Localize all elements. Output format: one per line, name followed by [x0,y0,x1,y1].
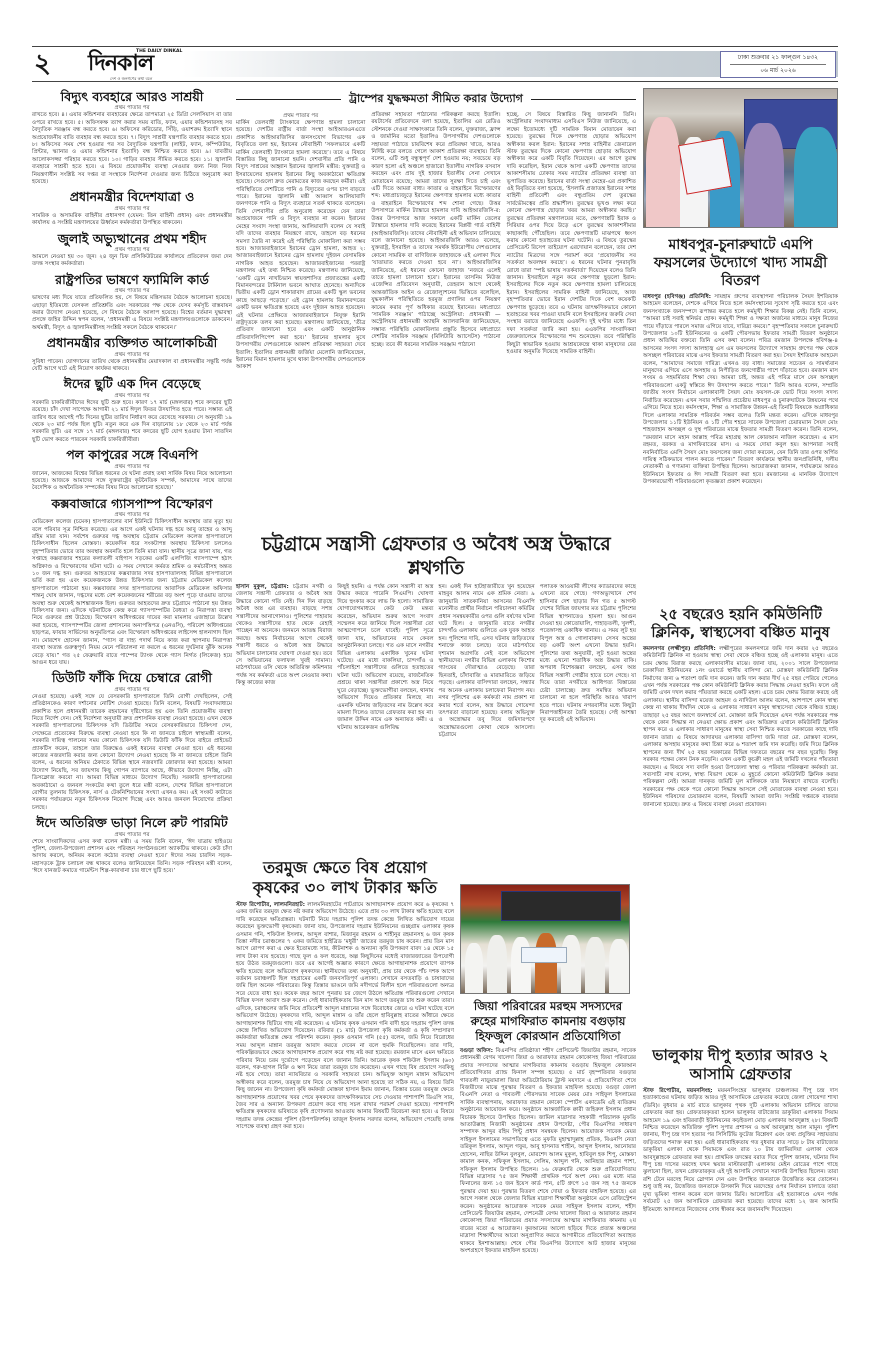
article-col-1 [236,112,365,372]
byline: হাসান মুকুল, চট্টগ্রাম: [236,584,289,590]
article-body [643,1088,838,1214]
continued-label: প্রথম পাতার পর [283,113,319,119]
photo-figure [794,127,838,227]
byline: স্টাফ রিপোর্টার, লালমনিরহাট: [236,902,305,908]
article-hifz-competition [460,884,636,1255]
article-headline[interactable]: ২৫ বছরেও হয়নি কমিউনিটি ক্লিনিক, স্বাস্থ্যসেবা বঞ্চিত মানুষ [651,607,830,641]
date-box [720,51,836,78]
date-gregorian: ০৬ মার্চ ২০২৬ [760,67,796,74]
continued-label: প্রথম পাতার পর [114,686,150,693]
article-body [460,1048,636,1255]
article-body: সামরিক ও অসামরিক বাহিনীর প্রধানগণ (যেমন: তিন বাহিনী প্রধান) এবং প্রধানমন্ত্রীর কার্যালয় ও সংশ্লিষ্ট মন্ত্রণালয়ের ঊর্ধ্বতন কর্মকর্তারা উপস্থিত থাকবেন। [32,212,232,227]
continued-label: প্রথম পাতার পর [114,512,150,519]
article-food-distribution [643,88,838,487]
section-title [236,90,636,109]
logo-tagline: দেশ ও জনগণের কথা বলে [110,76,153,81]
continued-label: প্রথম পাতার পর [114,288,150,295]
article-paul-kapur [32,448,232,493]
photo-figure [487,935,507,993]
article-headline[interactable]: ট্রাম্পের যুদ্ধক্ষমতা সীমিত করার উদ্যোগ [349,92,523,105]
article-trump-war-powers [236,90,636,372]
article-headline[interactable]: রাষ্ট্রপতির ভাষণে ফ্যামিলি কার্ড [55,271,209,287]
article-columns [236,584,636,740]
article-eid-fare [32,816,232,875]
article-text: সায়হাম গ্রুপের ব্যবস্থাপনা পরিচালক সৈয়দ ইশতিয়াক আহমেদ বলেছেন, দেশকে এগিয়ে নিতে হলে কর্মসংস্থানের সুযোগ সৃষ্টি করতে হবে এবং জনসংখ্যাকে জনসম্পদে রূপান্তর করতে হলে কর্মমুখী শিক্ষার বিকল্প নেই। তিনি বলেন, “আমরা চাই সবাই স্বনির্ভর হোক। কর্মমুখী শিক্ষা ও দক্ষতা অর্জনের মাধ্যমে মানুষ নিজের পায়ে দাঁড়াতে পারলে সমাজ এগিয়ে যাবে, দারিদ্র্য কমবে।” বৃহস্পতিবার সকালে চুনারুঘাট উপজেলার ১০টি ইউনিয়নের ও একটি পৌরসভায় ইফতার সামগ্রী বিতরণ অনুষ্ঠানে প্রধান অতিথির বক্তব্যে তিনি এসব কথা বলেন। পবিত্র রমজান উপলক্ষে হবিগঞ্জ-৪ আসনের সংসদ সদস্য আলহাজ্ব এস এম ফয়সলের উদ্যোগে সায়হাম গ্রুপের পক্ষ থেকে অসচ্ছল পরিবারের মাঝে এসব ইফতার সামগ্রী বিতরণ করা হয়। সৈয়দ ইশতিয়াক আহমেদ বলেন, “আমাদের সমাজে দারিদ্র্য এখনও বড় বাধা। সমাজের সচেতন ও সামর্থ্যবান মানুষদের এগিয়ে এসে অসহায় ও নিপীড়িত জনগোষ্ঠীর পাশে দাঁড়াতে হবে। রমজান মাস সংযম ও সহমর্মিতার শিক্ষা দেয়। আমরা চাই, অন্তত এই পবিত্র মাসে যেন অসচ্ছল পরিবারগুলো একটু স্বস্তিতে ঈদ উদযাপন করতে পারে।” তিনি আরও বলেন, সম্প্রতি জাতীয় সংসদ নির্বাচনে এলাকাবাসী সৈয়দ মোঃ ফয়সল-কে ভোট দিয়ে সংসদ সদস্য নির্বাচিত করেছেন। এখন সবার সম্মিলিত প্রচেষ্টায় মাধবপুর ও চুনারুঘাটকে উন্নয়নের পথে এগিয়ে নিতে হবে। কর্মসংস্থান, শিক্ষা ও সামাজিক উন্নয়ন-এই তিনটি বিষয়কে অগ্রাধিকার দিলে এলাকার সামগ্রিক পরিবর্তন সম্ভব বলেও তিনি মন্তব্য করেন। এদিকে মাধবপুর উপজেলার ১১টি ইউনিয়ন ও ১টি পৌর শহরে সাবেক উপজেলা চেয়ারম্যান সৈয়দ মোঃ শাহজাহান অসচ্ছল ও দুস্থ পরিবারের মাঝে ইফতার সামগ্রী বিতরণ করেন। তিনি বলেন, “রমজান মাসে মহান আল্লাহ পবিত্র মহাগ্রন্থ আল কোরআন নাজিল করেছেন। এ মাস রহমত, বরকত ও মাগফিরাতের মাস। এ সময়ে দোয়া কবুল হয়। আপনারা সবাই নবনির্বাচিত এমপি সৈয়দ মোঃ ফয়সলের জন্য দোয়া করবেন, যেন তিনি তার ওপর অর্পিত দায়িত্ব সঠিকভাবে পালন করতে পারেন।” বিতরণ কার্যক্রমে স্থানীয় জনপ্রতিনিধি, দলীয় নেতাকর্মী ও গণ্যমান্য ব্যক্তিরা উপস্থিত ছিলেন। আয়োজকরা জানান, পর্যায়ক্রমে আরও ইউনিয়নে ইফতার ও ঈদ সামগ্রী বিতরণ করা হবে। রমজানের এ মানবিক উদ্যোগে উপকারভোগী পরিবারগুলো কৃতজ্ঞতা প্রকাশ করেছেন। [643,294,839,486]
distribution-photo[interactable] [643,88,838,228]
article-text: লক্ষ্মীপুরের কমলনগরে জমি দান করার ২৫ বছরেও কমিউনিটি ক্লিনিক না হওয়ায় স্বাস্থ্য সেবা থেকে বঞ্চিত হচ্ছে ওই এলাকার মানুষ। এতে চরম ক্ষোভ বিরাজ করছে এলাকাবাসীর মাঝে। জানা যায়, ২০০১ সালে উপজেলার চরকাদিরা ইউনিয়নের ১নং ওয়ার্ডে স্থানীয় বাসিন্দা মো. মোস্তফা কমিউনিটি ক্লিনিক নির্মাণের জন্য ৬ শতাংশ জমি দান করেন। জমি দান করার দীর্ঘ ২৫ বছর পেরিয়ে গেলেও এখন পর্যন্ত সরকারের পক্ষ কোন কমিউনিটি ক্লিনিক করার সিদ্ধান্ত নেওয়া হয়নি। ফলে ওই জমিটি এখন দখল করার পাঁয়তারা করছে একটি মহল। এতে চরম ক্ষোভ বিরাজ করছে ওই এলাকায়। স্থানীয় বাসিন্দা ময়েজ আহমদ ও নাদিউল আলম বলেন, আশপাশে কোন স্বাস্থ্য কেন্দ্র না থাকায় দীর্ঘদিন থেকে এ এলাকার সাধারণ মানুষ স্বাস্থ্যসেবা থেকে বঞ্চিত হচ্ছে। তাছাড়া ২৫ বছর আগে জনস্বার্থে মো. মোস্তফা জমি দিয়েছেন এখন পর্যন্ত সরকারের পক্ষ থেকে কোন সিদ্ধান্ত না নেওয়া ক্ষোভ প্রকাশ এবং অতিদ্রুত এখানে কমিউনিটি ক্লিনিক স্থাপন করে এ এলাকার সাধারণ মানুষের স্বাস্থ্য সেবা নিশ্চিত করতে সরকারের কাছে দাবি জানান তারা। এ বিষয়ে আদারঘর এলাকার বাসিন্দা জমি দাতা মো. মোস্তফা বলেন, এলাকার অসহায় মানুষের কথা চিন্তা করে ৬ শতাংশ জমি দান করেছি। জমি দিয়ে ক্লিনিক স্থাপনের জন্য দীর্ঘ ২৫ বছর সরকারের বিভিন্ন দফতরে বছরের পর বছর ঘুরেছি। কিন্তু সরকার পক্ষের কোন টনক নড়েনি। এখন একটি কুচক্রী মহল ওই জমিটি দখলের পাঁয়তারা করছেন। এ বিষয়ে সদ্য বদলি হওয়া উপজেলা স্বাস্থ্য ও পরিবার পরিকল্পনা কর্মকর্তা ডা. সব্যসাচী নাথ বলেন, স্বাস্থ্য বিভাগ থেকে এ মুহূর্তে কোনো কমিউনিটি ক্লিনিক করার পরিকল্পনা নেই। আমরা দানকৃত জমিটি মূল মালিককে তার নিয়ন্ত্রণে রাখতে বলেছি। সরকারের পক্ষ থেকে পরে কোনো সিদ্ধান্ত আসলে সেই মোতাবেক ব্যবস্থা নেওয়া হবে। ইউনিয়ন পরিষদের চেয়ারম্যান বলেন, বিষয়টি আমরা জানি। সংশ্লিষ্ট দপ্তরকে বারবার জানানো হয়েছে। দ্রুত এ বিষয়ে ব্যবস্থা নেওয়া প্রয়োজন। [643,646,838,808]
article-columns [236,112,636,372]
article-body [643,294,838,487]
article-body: সরকারি চাকরিজীবীদের ঈদের ছুটি শুরু হবে। কারণ ১৭ মার্চ (মঙ্গলবার) শবে কদরের ছুটি রয়েছে। চাঁদ দেখা সাপেক্ষে আগামী ২১ মার্চ ঈদুল ফিতর উদযাপিত হতে পারে। সম্ভাব্য এই তারিখ ধরে আগেই পাঁচ দিনের ছুটির তারিখ নির্ধারণ করে রেখেছে সরকার। সে অনুযায়ী ১৯ থেকে ২৩ মার্চ পর্যন্ত ছিল ছুটি। নতুন করে এক দিন বাড়ানোয় ১৮ থেকে ২৩ মার্চ পর্যন্ত সরকারি ছুটি। এর সঙ্গে ১৭ মার্চ (মঙ্গলবার) শবে কদরের ছুটি যোগ হওয়ায় টানা সাতদিন ছুটি ভোগ করতে পারবেন সরকারি চাকরিজীবীরা। [32,399,232,443]
rule-right [531,99,636,100]
prize-cheque [521,947,567,963]
article-headline[interactable]: জিয়া পরিবারের মরহুম সদস্যদের রুহের মাগফিরাত কামনায় বগুড়ায় হিফজুল কোরআন প্রতিযোগিতা [470,999,626,1043]
date-bangla: ঢাকা শুক্রবার ২১ ফাল্গুন ১৪৩২ [737,54,819,61]
article-body: শেষে সাংবাদিকদের এসব কথা বলেন মন্ত্রী। এ সময় তিনি বলেন, ‘ঈদ যাত্রায় হাইওয়ে পুলিশ, জেলা-উপজেলা প্রশাসন এবং পরিবহন সংগঠনগুলো অ্যাকটিভ থাকবে। কেউ চাঁদা আদায় করলে, অনিয়ম করলে কঠোর ব্যবস্থা নেওয়া হবে।’ ঈদের সময় চারদিন সড়ক-মহাসড়কে ট্রাক চলাচল বন্ধ থাকবে বলেও জানিয়েছেন তিনি। সড়ক পরিবহন মন্ত্রী বলেন, ‘ঈদে যানজট কমাতে গার্মেন্টস শিল্প-কারখানা চার ধাপে ছুটি হবে।’ [32,838,232,875]
continued-label: প্রথম পাতার পর [114,831,150,838]
logo-bangla: দিনকাল [88,51,154,76]
photo-figure [744,123,784,227]
article-watermelon [236,858,454,1132]
article-electricity [32,90,232,186]
article-duty-skip [32,671,232,812]
photo-figure [585,937,605,993]
article-headline[interactable]: পল কাপুরের সঙ্গে বিএনপি [66,447,198,463]
continued-label: প্রথম পাতার পর [114,205,150,212]
article-col-1 [236,584,332,740]
article-headline[interactable]: জুলাই অভ্যুত্থানের প্রথম শহীদ [57,230,207,246]
stage-banner [501,891,621,921]
continued-label: প্রথম পাতার পর [114,392,150,399]
page-number: ২ [34,49,51,79]
article-col-2: কিছুই হয়নি। এ পর্যন্ত কোন সন্ত্রাসী বা অস্ত্র উদ্ধার করতে পারেনি সিএমপি। ঘোষণা দিয়ে হুংকার করে লাভ কি হলো। সামাজিক যোগাযোগমাধ্যমে কেউ কেউ মন্তব্য করেছেন, অভিযান শুরুর আগে সংবাদ সম্মেলন করে জানিয়ে দিলে সন্ত্রাসীরা তো আত্মগোপনে চলে যাবেই। পুলিশ সূত্রে জানা যায়, অভিযানের নামে কেবল আনুষ্ঠানিকতা চলছে। গত এক মাসে নগরীর বিভিন্ন এলাকায় একাধিক খুনের ঘটনা ঘটেছে। এর মধ্যে বাকলিয়া, চান্দগাঁও ও পাঁচলাইশে সন্ত্রাসীদের গুলিতে হতাহতের ঘটনা ঘটে। অভিযোগ রয়েছে, রাজনৈতিক প্রশ্রয়ে থাকা সন্ত্রাসীরা প্রকাশ্যে অস্ত্র নিয়ে ঘুরে বেড়াচ্ছে। ভুক্তভোগীরা বলছেন, থানায় অভিযোগ দিয়েও প্রতিকার মিলছে না। এমনকি ঘটনায় জড়িতদের নাম উল্লেখ করে মামলা দিলেও তাদের গ্রেফতার করা হয় না। জামাল উদ্দিন নামে এক অন্যায়ত কর্মী। এ ঘটনায় আরেকজন গুলিবিদ্ধ [337,584,434,731]
article-family-card [32,273,232,332]
article-text: চট্টগ্রাম নগরী ও জেলায় সন্ত্রাসী গ্রেফতার ও অবৈধ অস্ত্র উদ্ধারে কোনো গতি নেই। দিন দিন বাড়ছে অবৈধ অস্ত্র এর ব্যবহার। বাড়ছে সশস্ত্র সন্ত্রাসীদের আনাগোনাও। পুলিশের পাহারায় থেকেও সন্ত্রাসীদের হাত থেকে রেহাই পাচ্ছেন না অনেকে। জনমনে আতঙ্ক বিরাজ করছে। অথচ নির্বাচনের আগে থেকেই সন্ত্রাসী ধরতে ও অবৈধ অস্ত্র উদ্ধারে অভিযান চালানোর ঘোষণা দেওয়া হয়। তবে সে অভিযানের ফলাফল খুবই সামান্য। মাঠপর্যায়ের ওসি থেকে অতিরিক্ত কমিশনার পর্যন্ত সব কর্মকর্তা এতে অংশ নেওয়ার কথা। কিন্তু কাজের কাজ [236,584,333,687]
article-body: মেডিকেল কলেজ (চমেক) হাসপাতালের বার্ন ইউনিটে চিকিৎসাধীন অবস্থায় তার মৃত্যু হয় বলে পরিবার সূত্র নিশ্চিত করেছে। এর আগে একই ঘটনায় দগ্ধ হয়ে আবু তাহের ও আব্দু রহিম মারা যান। সর্বশেষ গুরুতর দগ্ধ অবস্থায় চট্টগ্রাম মেডিকেল কলেজ হাসপাতালে চিকিৎসাধীন ছিলেন মোস্তফা। কয়েকদিন ধরে সংকটাপন্ন অবস্থায় চিকিৎসা চললেও বৃহস্পতিবার ভোরে তার অবস্থার অবনতি হলে তিনি মারা যান। স্থানীয় সূত্রে জানা যায়, গত সপ্তাহে কক্সবাজার শহরের কলাতলী বাইপাস সড়কের একটি এলপিজি গ্যাসপাম্পে হঠাৎ অগ্নিকাণ্ড ও বিস্ফোরণের ঘটনা ঘটে। এ সময় সেখানে কর্মরত শ্রমিক ও কর্মচারীসহ অন্তত ১০ জন দগ্ধ হন। গুরুতর আহতদের কক্সবাজার সদর হাসপাতালসহ বিভিন্ন হাসপাতালে ভর্তি করা হয় এবং কয়েকজনকে উন্নত চিকিৎসার জন্য চট্টগ্রাম মেডিকেল কলেজ হাসপাতালে পাঠানো হয়। কক্সবাজার সদর হাসপাতালের আবাসিক মেডিকেল অফিসার শান্তনু ঘোষ জানান, দগ্ধদের মধ্যে বেশ কয়েকজনের শরীরের বড় অংশ পুড়ে যাওয়ায় তাদের অবস্থা শুরু থেকেই আশঙ্কাজনক ছিল। গুরুতর আহতদের দ্রুত চট্টগ্রামে পাঠানো হয় উন্নত চিকিৎসার জন্য। এদিকে ঘটনাটিকে কেন্দ্র করে গ্যাসপাম্পটির বৈধতা ও নিরাপত্তা ব্যবস্থা নিয়ে গুরুতর প্রশ্ন উঠেছে। বিস্ফোরণ অধিদপ্তরের দায়ের করা মামলার এজাহারে উল্লেখ করা হয়েছে, গ্যাসপাম্পটির জেলা প্রশাসনের অনাপত্তিপত্র (এনওসি), পরিবেশ অধিদপ্তরের ছাড়পত্র, ফায়ার সার্ভিসের অনুমতিপত্র এবং বিস্ফোরণ অধিদপ্তরের লাইসেন্স হালনাগাদ ছিল না। মোরশেদ হোসেন জানান, “গ্যাস বা দাহ্য পদার্থ নিয়ে কাজ করা স্থাপনায় নিরাপত্তা ব্যবস্থা অত্যন্ত গুরুত্বপূর্ণ। নিয়ম মেনে পরিচালনা না করলে এ ধরনের দুর্ঘটনার ঝুঁকি অনেক বেড়ে যায়।” গত ২৫ ফেব্রুয়ারি রাতে পাম্পের ট্যাংক থেকে গ্যাস নির্গত (লিকেজ) হয়ে আগুন ধরে যায়। [32,519,232,666]
continued-label: প্রথম পাতার পর [114,351,150,358]
article-pm-trip [32,190,232,227]
article-body [236,902,454,1132]
article-headline[interactable]: ভালুকায় দীপু হত্যার আরও ২ আসামি গ্রেফতার [652,1046,829,1083]
article-body: নেওয়া হয়েছে। একই সঙ্গে যে বেসরকারি হাসপাতালে তিনি রোগী দেখছিলেন, সেই প্রতিষ্ঠানকেও কারণ দর্শানোর নোটিশ দেওয়া হয়েছে। তিনি বলেন, বিষয়টি সংবাদমাধ্যমে প্রকাশিত হলে প্রধানমন্ত্রী তারেক রহমানের দৃষ্টিগোচর হয় এবং তিনি প্রয়োজনীয় ব্যবস্থা নিতে নির্দেশ দেন। সেই নির্দেশনা অনুযায়ী দ্রুত প্রশাসনিক ব্যবস্থা নেওয়া হয়েছে। এখন থেকে সরকারি হাসপাতালের চিকিৎসক যদি ডিউটির সময়ে বেসরকারিভাবে চিকিৎসা দেন, সেক্ষেত্রে প্রত্যেকের বিরুদ্ধে ব্যবস্থা নেওয়া হবে কি না জানতে চাইলে স্বাস্থ্যমন্ত্রী বলেন, সরকারি দায়িত্ব পালনের সময় কোনো চিকিৎসক যদি ডিউটি ফাঁকি দিয়ে বাইরে প্রাইভেট প্র্যাকটিস করেন, তাহলে তার বিরুদ্ধেও একই ধরনের ব্যবস্থা নেওয়া হবে। এই ধরনের কাজের নজরদারি করার জন্য কোনো উদ্যোগ নেওয়া হয়েছে কি না জানতে চাইলে তিনি বলেন, এ ধরনের অনিয়ম ঠেকাতে বিভিন্ন স্থানে নজরদারি জোরদার করা হয়েছে। আমরা উদ্যোগ নিয়েছি, সব জায়গায় কিছু গোপন ব্যাপারে আছে, কীভাবে উদ্যোগ নিচ্ছি, এটা ডিসক্লোজ করবো না। আমরা বিভিন্ন মাধ্যমে উদ্যোগ নিয়েছি। সরকারি হাসপাতালের অবকাঠামো ও জনবল সংকটের কথা তুলে ধরে মন্ত্রী বলেন, দেশের বিভিন্ন হাসপাতালে রোগীর তুলনায় চিকিৎসক, নার্স ও টেকনিশিয়ানের সংখ্যা এখনও কম। এই সংকট কাটাতে সরকার পর্যায়ক্রমে নতুন চিকিৎসক নিয়োগ দিচ্ছে এবং আরও জনবল নিয়োগের প্রক্রিয়া চলছে। [32,693,232,811]
middle-column [236,86,636,739]
photo-figure [609,939,629,993]
article-col-3: হচ্ছে, সে বিষয়ে বিস্তারিত কিছু জানাননি তিনি। অস্ট্রেলিয়ার সংবাদমাধ্যম এসবিএস নিউজ জানিয়েছে, এ লক্ষ্যে ইতোমধ্যে দুটি সামরিক বিমান মোতায়েন করা হয়েছে। তুরস্কের দিকে ক্ষেপণাস্ত্র ছোড়ার অভিযোগ অস্বীকার করল ইরান: ইরানের সশস্ত্র বাহিনীর জেনারেল স্টাফ তুরস্কের দিকে কোনো ক্ষেপণাস্ত্র ছোড়ার অভিযোগ অস্বীকার করে একটি বিবৃতি দিয়েছেন। এর আগে তুরস্ক দাবি করেছিল, ইরান থেকে আসা একটি ক্ষেপণাস্ত্র তাদের আকাশসীমায় ঢোকার সময় ন্যাটোর প্রতিরক্ষা ব্যবস্থা তা ভূপাতিত করেছে। ইরানের বার্তা সংস্থা মেহের-এর প্রকাশিত ওই বিবৃতিতে বলা হয়েছে, ‘ইসলামি প্রজাতন্ত্র ইরানের সশস্ত্র বাহিনী প্রতিবেশী এবং বন্ধুপ্রতিম দেশ তুরস্কের সার্বভৌমত্বের প্রতি শ্রদ্ধাশীল। তুরস্কের ভূখণ্ড লক্ষ্য করে কোনো ক্ষেপণাস্ত্র ছোড়ার খবর আমরা অস্বীকার করছি।’ তুরস্কের প্রতিরক্ষা মন্ত্রণালয়ের মতে, ক্ষেপণাস্ত্রটি ইরাক ও সিরিয়ার ওপর দিয়ে উড়ে এসে তুরস্কের আকাশসীমার কাছাকাছি পৌঁছেছিল। তবে ক্ষেপণাস্ত্রটি মাঝপথে ধ্বংস করায় কোনো হতাহতের ঘটনা ঘটেনি। এ বিষয়ে তুরস্কের প্রেসিডেন্ট রিসেপ তাইয়্যেপ এরদোয়ান বলেছেন, তার দেশ ন্যাটোর মিত্রদের সঙ্গে পরামর্শ করে ‘প্রয়োজনীয় সব সতর্কতা অবলম্বন করছে’। এ ধরনের ঘটনার পুনরাবৃত্তি রোধে তারা ‘স্পষ্ট ভাষায় সতর্কবার্তা’ দিয়েছেন বলেও তিনি জানান। ইসরাইলে নতুন করে ক্ষেপণাস্ত্র ছুড়লো ইরান: ইসরাইলের দিকে নতুন করে ক্ষেপণাস্ত্র হামলা চালিয়েছে ইরান। ইসরাইলের সামরিক বাহিনী জানিয়েছে, আজ বৃহস্পতিবার ভোরে ইরান দেশটির দিকে বেশ কয়েকটি ক্ষেপণাস্ত্র ছুড়েছে। তবে এ ঘটনায় তাৎক্ষণিকভাবে কোনো হতাহতের খবর পাওয়া যায়নি বলে ইসরাইলের জরুরি সেবা সংস্থার বরাতে জানিয়েছে এএফপি। দুই ঘণ্টার মধ্যে তিন দফা সতর্কতা জারি করা হয়। এএফপির সাংবাদিকরা জেরুজালেমে বিস্ফোরণের শব্দ শুনেছেন। তবে পরিস্থিতি কিছুটা স্বাভাবিক হওয়ায় আশ্রয়কেন্দ্রে থাকা মানুষদের বের হওয়ার অনুমতি দিয়েছে সামরিক বাহিনী। [506,112,636,355]
article-headline[interactable]: কক্সবাজারে গ্যাসপাম্প বিস্ফোরণ [51,495,213,511]
article-text: বিএনপির প্রতিষ্ঠাতা শহীদ প্রেসিডেন্ট জিয়াউর রহমান, সাবেক প্রধানমন্ত্রী বেগম খালেদা জিয়া ও আরাফাত রহমান কোকোসহ জিয়া পরিবারের প্রয়াত সদস্যদের আত্মার মাগফিরাত কামনায় বগুড়ায় হিফজুল কোরআন প্রতিযোগিতার গ্র্যান্ড ফিনাল সম্পন্ন হয়েছে। ৫ মার্চ বৃহস্পতিবার বগুড়ার গাবতলী নাড়ুয়ামালা জিয়া অডিটোরিয়াম ট্রাস্ট ময়দানে এ প্রতিযোগিতা শেষে বিজয়ীদের মাঝে পুরস্কার বিতরণ ও ইফতার মাহফিল হয়েছে। বগুড়া জেলা বিএনপি নেতা ও গাবতলী পৌরসভার সাবেক মেয়র মোঃ সাইফুল ইসলামের সার্বিক ব্যবস্থাপনায়, আরাফাত রহমান কোকো স্পোর্টস একাডেমি এই ব্যতিক্রম অনুষ্ঠানের আয়োজন করে। অনুষ্ঠানে আন্তর্জাতিক ক্বারী জহিরুল ইসলাম প্রধান বিচারক হিসেবে উপস্থিত ছিলেন। জামিল মাদ্রাসার সহকারী পরিচালক মুফতি আতাউল্লাহ নিজামী অনুষ্ঠানের প্রধান উপদেষ্টা, পৌর বিএনপির সাধারণ সম্পাদক আব্দুর রহিম পিন্টু প্রধান সমন্বয়ক ছিলেন। আয়োজক সাবেক মেয়র সাইফুল ইসলামের সভাপতিত্বে এতে মুফতি মুহাম্মাদুল্লাহ প্রতিক, বিএনপি নেতা তরিকুল ইসলাম, আব্দুল গফুর, আবু হাসনাত শাহীন, আব্দুল ইসলাম, আনোয়ার হোসেন, নাছির উদ্দিন বুলবুল, মোরশেদ আলম মুকুল, হাবিবুল হক শিপু, মোস্তফা কামাল কনক, সফিকুল ইসলাম, সেলিম, আব্দুল গনি, আনিছার রহমান পাশা, সফিকুল ইসলাম উপস্থিত ছিলেন। ১৬ ফেব্রুয়ারি থেকে শুরু প্রতিযোগিতায় বিভিন্ন মাদ্রাসার ৭৫ জন শিক্ষার্থী প্রাথমিক পর্বে অংশ নেয়। এর মধ্যে মাত্র ফিনালের জন্য ১৫ জন ইয়েস কার্ড পান, ৫টি গ্রুপে ১৫ জন সহ ৭৫ জনকে পুরস্কার দেয়া হয়। পুরস্কার বিতরণ শেষে দোয়া ও ইফতার মাহফিল হয়েছে। এর আগে সকাল থেকে জেলার বিভিন্ন মাদ্রাসা শিক্ষার্থীরা অনুষ্ঠানে এসে রেজিস্ট্রেশন করেন। অনুষ্ঠানের আয়োজক সাবেক মেয়র সাইফুল ইসলাম বলেন, শহীদ প্রেসিডেন্ট জিয়াউর রহমান, দেশনেত্রী বেগম খালেদা জিয়া ও আরাফাত রহমান কোকোসহ জিয়া পরিবারের প্রয়াত সদস্যদের আত্মার মাগফিরাত কামনায় ২য় বারের মতো এ আয়োজন। কুরআনের আলো ছড়িয়ে দিতে প্রত্যন্ত অঞ্চলের মাদ্রাসা শিক্ষার্থীদের আরো অনুপ্রাণিত করতে আগামীতে প্রতিযোগিতা অব্যাহত থাকবে ইনশাআল্লাহ। শেষে পৌর বিএনপির উদ্যোগে আট হাজার মানুষের অংশগ্রহণে ইফতার মাহফিল হয়েছে। [460,1048,636,1254]
article-headline-line1[interactable]: তরমুজ ক্ষেতে বিষ প্রয়োগ [263,858,427,877]
relief-bag [678,137,732,194]
byline: স্টাফ রিপোর্টার, ময়মনসিংহ: [643,1088,713,1094]
continued-label: প্রথম পাতার পর [114,463,150,470]
left-column [32,86,232,876]
article-pm-photographer [32,336,232,373]
article-eid-holiday [32,377,232,444]
article-body: রাখতে হবে। ৪। এয়ার কন্ডিশনার ব্যবহারের ক্ষেত্রে তাপমাত্রা ২৫ ডিগ্রি সেলসিয়াস বা তার ওপরে রাখতে হবে। ৫। অফিসকক্ষ ত্যাগ করার সময় বাতি, ফ্যান, এয়ার কন্ডিশনারসহ সব বৈদ্যুতিক সরঞ্জাম বন্ধ করতে হবে। ৬। অফিসের করিডোর, সিঁড়ি, ওয়াশরুম ইত্যাদি স্থানে অপ্রয়োজনীয় বাতি ব্যবহার বন্ধ করতে হবে। ৭। বিদ্যুৎ সাশ্রয়ী যন্ত্রপাতি ব্যবহার করতে হবে। ৮। অফিসের সময় শেষ হওয়ার পর সব বৈদ্যুতিক যন্ত্রপাতি (লাইট, ফ্যান, কম্পিউটার, প্রিন্টার, স্ক্যানার ও এয়ার কন্ডিশনার ইত্যাদি) বন্ধ নিশ্চিত করতে হবে। ৯। যাবতীয় আলোকসজ্জা পরিহার করতে হবে। ১০। গাড়ির ব্যবহার সীমিত করতে হবে। ১১। জ্বালানি ব্যবহারে সাশ্রয়ী হতে হবে। এ বিষয়ে প্রয়োজনীয় ব্যবস্থা নেওয়ার জন্য নিজ নিজ নিয়ন্ত্রণাধীন সংশ্লিষ্ট সব দপ্তর বা সংস্থাকে নির্দেশনা দেওয়ার জন্য চিঠিতে অনুরোধ করা হয়েছে। [32,112,232,186]
masthead [32,46,838,82]
photo-figure [535,933,557,993]
right-column [643,86,839,1213]
article-headline[interactable]: মাধবপুর-চুনারুঘাটে এমপি ফয়সলের উদ্যোগে খাদ্য সামগ্রী বিতরণ [653,237,828,289]
article-body: মার্কিন তেলবাহী ট্যাংকারে ক্ষেপণাস্ত্র হামলা চালানো হয়েছে। দেশটির রাষ্ট্রীয় বার্তা সংস্থা আইআরএনএতে প্রকাশিত আইআরজিসির জনসংযোগ বিভাগের এক বিবৃতিতে বলা হয়, ইরানের নৌবাহিনী ‘সফলভাবে একটি মার্কিন তেলবাহী ট্যাংকারে হামলা করেছে’। তবে এ বিষয়ে বিস্তারিত কিছু জানানো হয়নি। দেশবাসীর প্রতি পানি ও বিদ্যুৎ সাশ্রয়ের আহ্বান ইরানের জ্বালানি মন্ত্রীর: যুক্তরাষ্ট্র ও ইসরায়েলের হামলায় ইরানের কিছু অবকাঠামো ক্ষতিগ্রস্ত হয়েছে। সেগুলো দ্রুত মেরামতের কাজ করছেন কর্মীরা। এই পরিস্থিতিতে দেশটিতে পানি ও বিদ্যুতের ওপর চাপ বাড়তে পারে। ইরানের জ্বালানি মন্ত্রী আব্বাস আলিয়াবাদি জনগণকে পানি ও বিদ্যুৎ ব্যবহারে সতর্ক থাকতে বলেছেন। তিনি দেশবাসীর প্রতি অনুরোধ করেছেন যেন তারা অপ্রয়োজনে পানি ও বিদ্যুৎ ব্যবহার না করেন। ইরানের মেহের সংবাদ সংস্থা জানায়, আলিয়াবাদি বলেন যে সবাই যদি তাদের ব্যবহার নিয়ন্ত্রণে রাখে, তাহলে বড় ধরনের সমস্যা তৈরি না করেই এই পরিস্থিতি মোকাবিলা করা সম্ভব হবে। আজারবাইজানে ইরানের ড্রোন হামলা, আহত ২: আজারবাইজানে ইরানের ড্রোন হামলায় দুইজন বেসামরিক নাগরিক আহত হয়েছেন। আজারবাইজানের পররাষ্ট্র মন্ত্রণালয় এই তথ্য নিশ্চিত করেছে। মন্ত্রণালয় জানিয়েছে, ‘একটি ড্রোন নাখচিভান স্বায়ত্তশাসিত প্রজাতন্ত্রের একটি বিমানবন্দরের টার্মিনাল ভবনে আঘাত হেনেছে। অন্যদিকে দ্বিতীয় একটি ড্রোন শাকারাবাদ গ্রামের একটি স্কুল ভবনের কাছে আছড়ে পড়েছে।’ এই ড্রোন হামলায় বিমানবন্দরের একটি ভবন ক্ষতিগ্রস্ত হয়েছে এবং দুইজন আহত হয়েছেন। এই ঘটনার প্রেক্ষিতে আজারবাইজানে নিযুক্ত ইরানি রাষ্ট্রদূতকে তলব করা হয়েছে। মন্ত্রণালয় জানিয়েছে, ‘তীব্র প্রতিবাদ জানানো হবে এবং একটি আনুষ্ঠানিক প্রতিবাদলিপিপেশ করা হবে।’ ইরানের হামলার মুখে উপসাগরীয় দেশগুলোকে আকাশ প্রতিরক্ষা সহায়তা দেবে ইতালি: ইতালির প্রধানমন্ত্রী জর্জিয়া মেলোনি জানিয়েছেন, ইরানের বিমান হামলার মুখে থাকা উপসাগরীয় দেশগুলোকে আকাশ [236,120,366,371]
article-headline[interactable]: প্রধানমন্ত্রীর ব্যক্তিগত আলোকচিত্রী [46,335,218,351]
article-coxsbazar-blast [32,497,232,668]
continued-label: প্রথম পাতার পর [114,247,150,253]
logo-english: THE DAILY DINKAL [136,49,183,54]
article-headline[interactable]: ঈদের ছুটি এক দিন বেড়েছে [63,376,201,392]
byline: বগুড়া অফিস: [460,1048,493,1054]
article-july-martyr [32,232,232,269]
article-col-3: হন। একই দিন হাটহাজারীতে খুন হয়েছেন মাহবুব আলম নামে এক শ্রমিক নেতা। ৯ জানুয়ারি সাতকানিয়া আসনের বিএনপি মনোনীত প্রার্থীর নির্বাচন পরিচালনা কমিটির প্রধান সমন্বয়কারীর ওপর গুলি বর্ষণের ঘটনা ঘটে ছিল। ৫ জানুয়ারি রাতে নগরীর চান্দগাঁও এলাকায় গুলিতে এক যুবক আহত হন। পুলিশের দাবি, এসব ঘটনায় জড়িতদের শনাক্তে কাজ চলছে। তবে মাঠপর্যায়ে দৃশ্যমান অগ্রগতি নেই বলে অভিযোগ স্থানীয়দের। নগরীর বিভিন্ন এলাকায় কিশোর গ্যাংয়ের দৌরাত্ম্যও বেড়েছে। তারা ছিনতাই, চাঁদাবাজি ও মারামারিতে জড়িয়ে পড়ছে। এলাকার বাসিন্দারা বলছেন, সন্ধ্যার পর অনেক এলাকায় চলাফেরা নিরাপদ নয়। নগর পুলিশের এক কর্মকর্তা নাম প্রকাশ না করার শর্তে বলেন, অস্ত্র উদ্ধারে গোয়েন্দা তৎপরতা বাড়ানো হয়েছে। বলায় অভিযুক্ত ও অস্ত্রোদ্ধার তবু দিয়ে জমিদারপণে অস্ত্রোদ্ধারগুলো কোথা থেকে আসলো। চট্টগ্রামে [438,584,535,739]
article-body [643,646,838,809]
byline: কমলনগর (লক্ষ্মীপুর) প্রতিনিধি: [643,646,716,652]
article-headline[interactable]: বিদ্যুৎ ব্যবহারে আরও সাশ্রয়ী [60,89,204,104]
continued-label: প্রথম পাতার পর [114,105,150,112]
byline: মাধবপুর (হবিগঞ্জ) প্রতিনিধি: [643,294,712,300]
article-col-2: প্রতিরক্ষা সহায়তা পাঠানোর পরিকল্পনা করছে ইতালি। রয়টার্সের প্রতিবেদনে বলা হয়েছে, ইতালির এর রেডিও স্টেশনকে দেওয়া সাক্ষাৎকারে তিনি বলেন, যুক্তরাজ্য, ফ্রান্স ও জার্মানির মতো ইতালিও উপসাগরীয় দেশগুলোকে সহায়তা পাঠাতে চায়বিশেষ করে প্রতিরক্ষা খাতে, আরও নির্দিষ্ট করে বলতে গেলে আকাশ প্রতিরক্ষা ব্যবস্থায়। তিনি বলেন, এটি শুধু বন্ধুত্বপূর্ণ দেশ হওয়ায় নয়; সবচেয়ে বড় কারণ হলো এই অঞ্চলে হাজারো ইতালীয় নাগরিক বসবাস করছেন এবং প্রায় দুই হাজার ইতালীয় সেনা সেখানে মোতায়েন রয়েছে; আমরা তাদের সুরক্ষা দিতে চাই এবং এটি দিতে আমরা বাধ্য। কাতার ও বাহরাইনে বিস্ফোরণের শব্দ: মধ্যপ্রাচ্যজুড়ে ইরানের ক্ষেপণাস্ত্র হামলার মধ্যে কাতার ও বাহরাইনে বিস্ফোরণের শব্দ শোনা গেছে। উত্তর উপসাগরে মার্কিন ট্যাঙ্কারে হামলার দাবি আইআরজিসি-র: উত্তর উপসাগরে আজ সকালে একটি মার্কিন তেলের ট্যাঙ্কারে হামলার দাবি করেছে ইরানের বিপ্লবী গার্ড বাহিনী (আইআরজিসি)। তাদের নৌবাহিনী এই অভিযান চালিয়েছে বলে জানানো হয়েছে। আইআরজিসি আরও বলেছে, যুক্তরাষ্ট্র, ইসরাইল ও তাদের সমর্থক ইউরোপীয় দেশগুলোর কোনো সামরিক বা বাণিজ্যিক জাহাজকে এই এলাকা দিয়ে ‘যাতায়াত করতে দেওয়া হবে না’। আইআরজিসির জানিয়েছে, এই ধরনের কোনো জাহাজ ‘নজরে এলেই তাতে হামলা চালানো হবে’। ইরানের তাসনিম নিউজ এজেন্সির প্রতিবেদন অনুযায়ী, তেহরান আগে থেকেই আন্তর্জাতিক আইন ও রেজোল্যুশনের ভিত্তিতে বলেছিল, যুদ্ধকালীন পরিস্থিতিতে হরমুজ প্রণালির ওপর নিয়ন্ত্রণ কায়েম করার পূর্ণ অধিকার রয়েছে ইরানের। মধ্যপ্রাচ্যে ‘সামরিক সরঞ্জাম’ পাঠাচ্ছে অস্ট্রেলিয়া: প্রধানমন্ত্রী — অস্ট্রেলিয়ার প্রধানমন্ত্রী অ্যান্থনি অ্যালবানিজ জানিয়েছেন, সম্ভাব্য পরিস্থিতি মোকাবিলার প্রস্তুতি হিসেবে মধ্যপ্রাচ্যে দেশটির সামরিক সরঞ্জাম (মিলিটারি অ্যাসেটস) পাঠানো হচ্ছে। তবে কী ধরনের সামরিক সরঞ্জাম পাঠানো [371,112,501,348]
article-community-clinic [643,606,838,809]
photo-figure [511,937,531,993]
photo-figure [465,943,483,993]
article-headline[interactable]: প্রধানমন্ত্রীর বিদেশযাত্রা ও [69,189,195,205]
rule-left [236,99,341,100]
article-col-4: পলাতক আওয়ামী লীগের ক্যাডারদের কাছে এখনো রয়ে গেছে। গণঅভ্যুত্থানে শেখ হাসিনার দেশ ছাড়ার দিন গত ৫ আগস্ট দেশের বিভিন্ন জায়গার মত চট্টগ্রাম পুলিশের বিভিন্ন স্থাপনাতেও হামলা হয়। আগুন দেওয়া হয় কোতোয়ালি, পাহাড়তলী, খুলশী, পতেঙ্গাসহ একাধিক থানায়। এ সময় লুট হয় বিপুল অস্ত্র ও গোলাবারুদ। সেসব অস্ত্রের বড় একটি অংশ এখনো উদ্ধার হয়নি। পুলিশের তথ্য অনুযায়ী, লুট হওয়া অস্ত্রের মধ্যে এখনো শতাধিক অস্ত্র উদ্ধার বাকি। অপরাধ বিশেষজ্ঞরা বলছেন, এসব অস্ত্র বিভিন্ন সন্ত্রাসী গোষ্ঠীর হাতে চলে গেছে। যা দিয়ে তারা নগরীতে আধিপত্য বিস্তারের চেষ্টা চালাচ্ছে। দ্রুত সমন্বিত অভিযান চালানো না হলে পরিস্থিতি আরও খারাপ হতে পারে। ঘটনায় নগরবাসীর মধ্যে কিছুটা নিরাপত্তাহীনতা তৈরি হয়েছে। সেই আশঙ্কা দূর করতেই এই অভিযান। [539,584,636,724]
article-bhaluka-murder [643,1046,838,1214]
article-body: ভাষণের মধ্য দিয়ে যাতে প্রতিফলিত হয়, সে বিষয়ে মন্ত্রিসভার বৈঠকে আলোচনা হয়েছে। এছাড়া ইতিমধ্যে যেসকল প্রতিশ্রুতি এবং সরকারের পক্ষ থেকে যেসব কর্মসূচি বাস্তবায়ন করার উদ্যোগ নেওয়া হয়েছে, সে বিষয়ে বৈঠকে আলাপ হয়েছে। বিশ্বের বর্তমান যুদ্ধাবস্থা প্রসঙ্গে জহির উদ্দিন স্বপন বলেন, ‘প্রধানমন্ত্রী এ বিষয়ে সংশ্লিষ্ট মন্ত্রণালয়গুলোকে ডাকবেন। অর্থমন্ত্রী, বিদ্যুৎ ও জ্বালানিমন্ত্রীসহ সংশ্লিষ্ট সকলে বৈঠকে থাকবেন।’ [32,295,232,331]
event-photo[interactable] [460,884,630,994]
article-body: আমলে নেওয়া হয় ৩০ জুন। ২৪ জুন চিফ প্রসিকিউটরের কার্যালয়ে প্রতিবেদন জমা দেন তদন্ত সংস্থার কর্মকর্তারা। [32,254,232,268]
article-headline[interactable]: ডিউটি ফাঁকি দিয়ে চেম্বারে রোগী [52,670,212,686]
article-headline[interactable]: চট্টগ্রামে সন্ত্রাসী গ্রেফতার ও অবৈধ অস্ত্র উদ্ধারে শ্লথগতি [261,533,611,579]
article-headline-line2[interactable]: কৃষকের ৩০ লাখ টাকার ক্ষতি [252,878,438,897]
photo-figure [646,117,680,227]
article-text: ময়মনসিংহের ভালুকায় চাঞ্চল্যকর দীপু চন্দ্র দাস হত্যাকাণ্ডের ঘটনায় জড়িত আরও দুই আসামিকে গ্রেফতার করেছে জেলা গোয়েন্দা শাখা (ডিবি)। বুধবার ৪ মার্চ রাতে ভালুকার পৃথক দুটি এলাকায় অভিযান চালিয়ে তাদের গ্রেফতার করা হয়। গ্রেফতারকৃতরা হলেন ভালুকার বাটাজোর ডাকুরিয়া এলাকার সিয়াম আহমেদ ১৯ এবং হবিরবাড়ী ইউনিয়নের কড়ইতলা মোড় এলাকার আবদুল্লাহ ২৮। বিষয়টি নিশ্চিত করেছেন অতিরিক্ত পুলিশ সুপার প্রশাসন ও অর্থ আবদুল্লাহ আল মামুন। পুলিশ জানায়, দীপু চন্দ্র দাস হত্যার পর সিসিটিভি ফুটেজ বিশ্লেষণ এবং তথ্য প্রযুক্তির সহায়তায় জড়িতদের শনাক্ত করা হয়। এরই ধারাবাহিকতায় গত বুধবার রাত সাড়ে ৮ টায় বাটাজোর ডাকুরিয়া এলাকা থেকে সিয়ামকে এবং রাত ১০ টায় জামিরদিয়া এলাকা থেকে আবদুল্লাহকে গ্রেফতার করা হয়। প্রাথমিক তদন্তের বরাত দিয়ে পুলিশ জানায়, ঘটনার দিন দীপু চন্দ্র দাসের মরদেহ যখন স্কয়ার মাস্টারবাড়ী এলাকায় মেইন রোডের পাশে গাছে ঝুলানো ছিল, তখন গ্রেফতারকৃত এই দুই আসামি সেখানে সরাসরি উপস্থিত ছিলেন। তারা রশি টেনে মরদেহ নিয়ে স্লোগান দেন এবং উপস্থিত জনতাকে উত্তেজিত করে তোলেন। শুধু তাই নয়, উত্তেজিত জনতাকে উসকানি দিয়ে মরদেহের ওপর নির্যাতন চালাতে তারা মুখ্য ভূমিকা পালন করেন বলে জানায় ডিবি। আলোচিত এই হত্যাকাণ্ডে এখন পর্যন্ত সর্বমোট ২৫ জন আসামিকে গ্রেফতার করা হয়েছে। তাদের মধ্যে ১২ জন আসামি ইতিমধ্যে আদালতে নিজেদের দোষ স্বীকার করে জবানবন্দি দিয়েছেন। [643,1088,838,1213]
photo-figure [561,935,581,993]
article-chattogram-arms [236,524,636,740]
article-body: জানেন, আজকের বিশ্বের বিভিন্ন ধরনের যে ঘটনা প্রবাহ তথা সার্বিক বিষয় নিয়ে আলোচনা হয়েছে। আজকে আমাদের সঙ্গে যুক্তরাষ্ট্রের কূটনৈতিক সম্পর্ক, আমাদের সাথে তাদের বৈদেশিক ও অর্থনৈতিক সম্পর্কের বিষয় নিয়ে আলোচনা হয়েছে।’ [32,470,232,492]
article-text: লালমনিরহাটের পাটগ্রামে আগাছানাশক প্রয়োগ করে ৬ কৃষকের ৭ একর জমির তরমুজ ক্ষেত নষ্ট করার অভিযোগ উঠেছে। এতে প্রায় ৩০ লাখ টাকার ক্ষতি হয়েছে বলে দাবি করেছেন ক্ষতিগ্রস্তরা। ঘটনাটি নিয়ে দহগ্রাম পুলিশ তদন্ত কেন্দ্রে লিখিত অভিযোগ দায়ের করেছেন ভুক্তভোগী কৃষকেরা। জানা যায়, উপজেলার দহগ্রাম ইউনিয়নের গুচ্ছগ্রাম এলাকার কৃষক ওসমান গনি, শফিউল ইসলাম, আব্দুল বাশার, মিজানুর রহমান ও শাহীনুর রহমানসহ ৬ জন কৃষক তিস্তা নদীর চরাঞ্চলের ৭ একর জমিতে হাইব্রিড ‘মধুরী’ জাতের তরমুজ চাষ করেন। প্রায় তিন মাস আগে রোপণ করা এ ক্ষেত ইতোমধ্যে সার, কীটনাশক ও অন্যান্য কৃষি উপকরণ বাবদ ১৪ থেকে ১৫ লাখ টাকা ব্যয় হয়েছে। গাছে ফুল ও ফল ধরেছে, অল্প কিছুদিনের মধ্যেই বাজারজাতের উপযোগী হয়ে উঠত তরমুজগুলো। তবে এর আগেই অজ্ঞাত কারণে ক্ষেতে আগাছানাশক প্রয়োগে ব্যাপক ক্ষতি হয়েছে বলে অভিযোগ কৃষকদের। স্থানীয়দের তথ্য অনুযায়ী, প্রায় চার থেকে পাঁচ দশক আগে বর্তমান চরাঞ্চলটি ছিল দহগ্রামের একটি জনবসতিপূর্ণ এলাকা। সেখানে বসতবাড়ি ও চাষাবাদের জমি ছিল অনেক পরিবারের। কিন্তু তিস্তার ভাঙনে জমি নদীগর্ভে বিলীন হলে পরিবারগুলো অন্যত্র সরে যেতে বাধ্য হয়। কয়েক বছর আগে পুনরায় চর জেগে উঠলে ক্ষতিগ্রস্ত পরিবারগুলো সেখানে বিভিন্ন ফসল আবাদ শুরু করেন। সেই ধারাবাহিকতায় তিন মাস আগে তরমুজ চাষ শুরু করেন তারা। এদিকে, চরাঞ্চলের জমি নিয়ে প্রতিবেশী আব্দুল মান্নানের সঙ্গে বিরোধের জেরে এ ঘটনা ঘটেছে বলে অভিযোগ উঠেছে। কৃষকদের দাবি, আব্দুল মান্নান ও তাঁর ছেলে হাবিবুল্লাহ রাতের আঁধারে ক্ষেতে আগাছানাশক ছিটিয়ে গাছ নষ্ট করেছেন। এ ঘটনায় কৃষক ওসমান গনি বাদী হয়ে দহগ্রাম পুলিশ তদন্ত কেন্দ্রে লিখিত অভিযোগ দিয়েছেন। রবিবার (১ মার্চ) উপজেলা কৃষি কর্মকর্তা ও কৃষি সম্প্রসারণ কর্মকর্তারা ক্ষতিগ্রস্ত ক্ষেত পরিদর্শন করেন। কৃষক ওসমান গনি (৫৫) বলেন, জমি নিয়ে বিরোধের সময় আব্দুল মান্নান তরমুজ আবাদ করতে দেবেন না বলে হুমকি দিয়েছিলেন। তার দাবি, পরিকল্পিতভাবে ক্ষেতে আগাছানাশক প্রয়োগ করে গাছ নষ্ট করা হয়েছে। রমজান মাসে এমন ক্ষতিতে পরিবার নিয়ে চরম দুর্ভোগে পড়েছেন বলে জানান তিনি। আরেক কৃষক শফিউল ইসলাম (৬০) বলেন, গরু-ছাগল বিক্রি ও ঋণ নিয়ে তারা তরমুজ চাষ করেছেন। এখন গাছে বিষ প্রয়োগে সবকিছু নষ্ট হয়ে গেছে। তারা ন্যায়বিচার ও সরকারি সহায়তা চান। অভিযুক্ত আব্দুল মান্নান অভিযোগ অস্বীকার করে বলেন, তরমুজ চাষ নিয়ে যে অভিযোগ আনা হয়েছে তা সঠিক নয়, এ বিষয়ে তিনি কিছু জানেন না। উপজেলা কৃষি কর্মকর্তা মোস্তফা হাসান ইমাম জানান, তিস্তার চরের তরমুজ ক্ষেতে আগাছানাশক প্রয়োগের খবর পেয়ে কৃষকদের তাৎক্ষণিকভাবে সেচ দেওয়ার পাশাপাশি ডিএপি সার, জৈব সার ও অন্যান্য উপকরণ প্রয়োগ করে গাছ সচল রাখার পরামর্শ দেওয়া হয়েছে। পাশাপাশি ক্ষতিগ্রস্ত কৃষকদের ভবিষ্যতে কৃষি প্রণোদনার আওতায় আনার বিষয়টি বিবেচনা করা হবে। এ বিষয়ে দহগ্রাম তদন্ত কেন্দ্রের পুলিশ (উপপরিদর্শক) তাজুল ইসলাম সরদার বলেন, অভিযোগ পেয়েছি তদন্ত সাপেক্ষে ব্যবস্থা গ্রহণ করা হবে। [236,902,455,1131]
article-headline[interactable]: ঈদে অতিরিক্ত ভাড়া নিলে রুট পারমিট [36,815,228,831]
article-body: সুবিধা পাবেন। যোগদানের তারিখ থেকে প্রধানমন্ত্রীর মেয়াদকাল বা প্রধানমন্ত্রীর সন্তুষ্টি পর্যন্ত যেটি আগে ঘটে এই নিয়োগ কার্যকর থাকবে। [32,358,232,372]
newspaper-logo[interactable] [88,49,183,81]
